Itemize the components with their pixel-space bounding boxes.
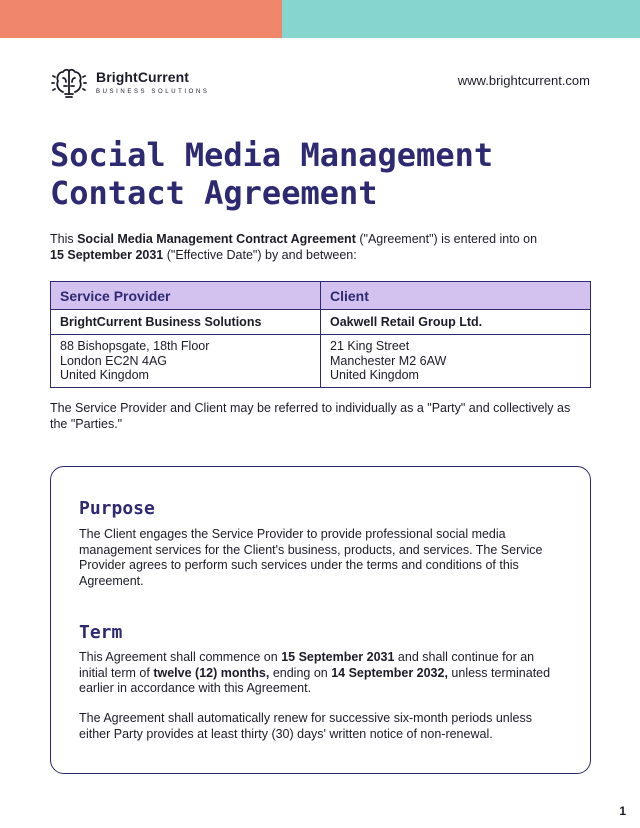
top-bar-teal <box>282 0 640 38</box>
provider-address-line: United Kingdom <box>60 368 149 383</box>
parties-note: The Service Provider and Client may be referred to individually as a "Party" and collectively as the "Parties." <box>50 401 571 431</box>
provider-address-line: 88 Bishopsgate, 18th Floor <box>60 339 210 354</box>
title-line-2: Contact Agreement <box>50 174 378 212</box>
term-paragraph-1 <box>79 650 554 697</box>
client-address-line: Manchester M2 6AW <box>330 353 447 368</box>
term-start-date: 15 September 2031 <box>281 650 395 664</box>
document-title <box>50 136 493 212</box>
logo-name: BrightCurrent <box>96 69 190 85</box>
company-logo <box>50 64 209 102</box>
intro-paragraph <box>50 231 590 263</box>
term-text: ending on <box>269 665 332 680</box>
provider-address <box>51 335 321 388</box>
provider-name: BrightCurrent Business Solutions <box>51 310 321 335</box>
parties-table <box>50 281 591 388</box>
term-duration: twelve (12) months, <box>153 665 270 680</box>
term-text: This Agreement shall commence on <box>79 650 282 664</box>
intro-agreement-name: Social Media Management Contract Agreement <box>77 232 356 246</box>
brain-bulb-icon <box>50 64 88 102</box>
intro-text-mid: ("Agreement") is entered into on <box>355 232 538 246</box>
top-bar-orange <box>0 0 282 38</box>
client-address <box>321 335 591 388</box>
term-text: unless terminated earlier in accordance with this Agreement. <box>79 665 551 695</box>
client-address-line: United Kingdom <box>330 368 419 383</box>
table-row <box>51 310 591 335</box>
title-highlight <box>50 174 378 212</box>
page-number: 1 <box>619 804 626 818</box>
purpose-text: The Client engages the Service Provider to provide professional social media management services for the Client's business, products, and services. The Service Provider agrees to perform such services under the terms and conditions of this Agreement. <box>79 527 543 588</box>
intro-text-post: ("Effective Date") by and between: <box>163 248 357 262</box>
term-heading: Term <box>79 622 123 643</box>
top-color-bar <box>0 0 640 38</box>
title-line-1: Social Media Management <box>50 136 494 174</box>
logo-subtitle: BUSINESS SOLUTIONS <box>96 89 210 95</box>
website-url: www.brightcurrent.com <box>457 73 590 88</box>
intro-effective-date: 15 September 2031 <box>50 248 164 262</box>
intro-text-pre: This <box>50 232 78 246</box>
table-row <box>51 335 591 388</box>
client-name: Oakwell Retail Group Ltd. <box>321 310 591 335</box>
provider-address-line: London EC2N 4AG <box>60 353 168 368</box>
terms-card <box>50 466 591 774</box>
purpose-heading: Purpose <box>79 498 155 519</box>
term-end-date: 14 September 2032, <box>331 665 448 680</box>
table-header-row <box>51 282 591 310</box>
term-paragraph-2: The Agreement shall automatically renew for successive six-month periods unless either Party provides at least thirty (30) days' written notice of non-renewal. <box>79 711 532 741</box>
header-client: Client <box>321 282 591 310</box>
client-address-line: 21 King Street <box>330 339 410 354</box>
term-text: and shall continue for an initial term of <box>79 650 535 680</box>
header-service-provider: Service Provider <box>51 282 321 310</box>
